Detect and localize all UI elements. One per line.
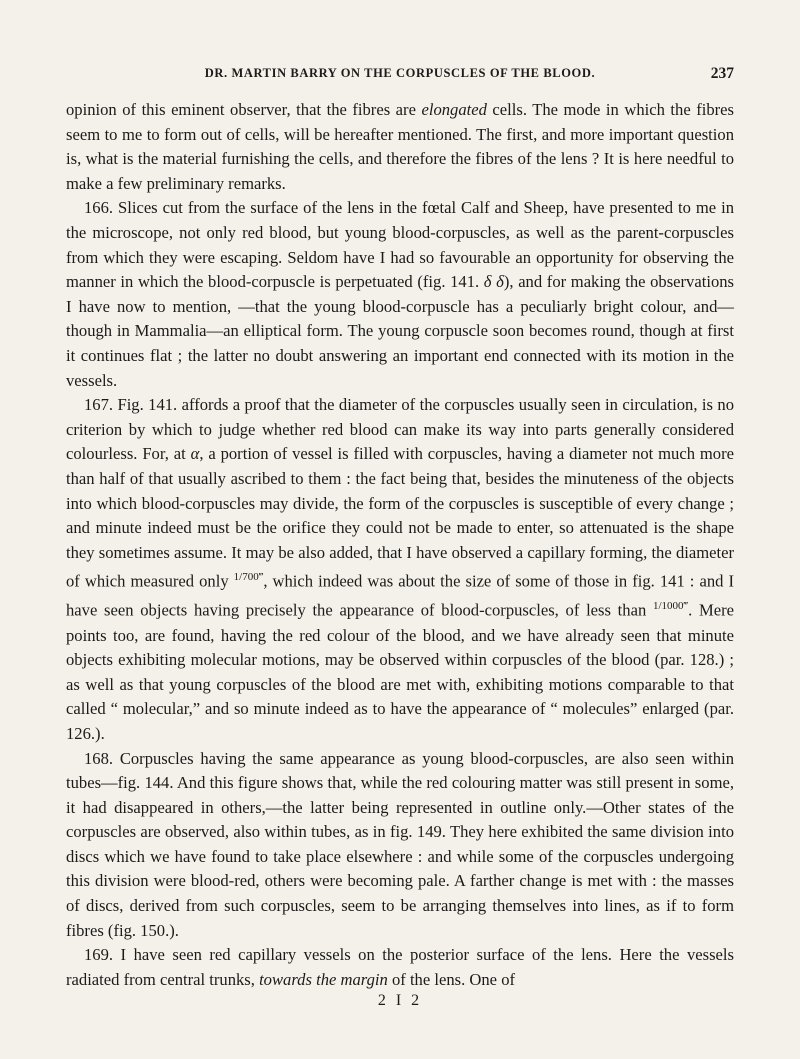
paragraph-166 [66,196,734,393]
italic-text: δ δ [483,272,504,292]
text-run: cells. The mode in which the fibres seem to me to form out of cells, will be hereafter mentioned. The first, and more important question is, what is the material furnishing the cells, and therefore the fibres of the lens ? It is here needful to make a few preliminary remarks. [66,100,734,193]
paragraph-continued [66,98,734,196]
italic-text: α [190,444,200,464]
text-run: , a portion of vessel is filled with corpuscles, having a diameter not much more than half of that usually ascribed to them : the fact being that, besides the minuteness of the objects into which blood-corpuscles may divide, the form of the corpuscles is susceptible of every change ; and minute indeed must be the orifice they could not be made to enter, so attenuated is the shape they sometimes assume. It may be also added, that I have observed a capillary forming, the diameter of which measured only [66,444,734,591]
italic-text: towards the margin [259,969,388,989]
text-run: opinion of this eminent observer, that the fibres are [66,100,422,119]
text-run: . Mere points too, are found, having the red colour of the blood, and we have already seen that minute objects exhibiting molecular motions, may be observed within corpuscles of the blood (par. 128.) ; as well as that young corpuscles of the blood are met with, exhibiting motions comparable to that called “ molecular,” and so minute indeed as to have the appearance of “ molecules” enlarged (par. 126.). [66,600,734,743]
paragraph-167 [66,393,734,746]
page-number: 237 [710,65,734,82]
text-run: , which indeed was about the size of some of those in fig. 141 : and I have seen objects having precisely the appearance of blood-corpuscles, of less than [66,571,734,620]
fraction-measure: 1/700‴ [233,571,264,584]
italic-text: elongated [421,100,487,119]
text-run: 166. Slices cut from the surface of the lens in the fœtal Calf and Sheep, have presented to me in the microscope, not only red blood, but young blood-corpuscles, as well as the parent-corpuscles from which they were escaping. Seldom have I had so favourable an opportunity for observing the manner in which the blood-corpuscle is perpetuated (fig. 141. [66,198,734,292]
signature-mark: 2 I 2 [377,992,423,1010]
text-run: 169. I have seen red capillary vessels on the posterior surface of the lens. Here the vessels radiated from central trunks, [66,945,734,989]
text-run: 168. Corpuscles having the same appearance as young blood-corpuscles, are also seen within tubes—fig. 144. And this figure shows that, while the red colouring matter was still present in some, it had disappeared in others,—the latter being represented in outline only.—Other states of the corpuscles are observed, also within tubes, as in fig. 149. They here exhibited the same division into discs which we have found to take place elsewhere : and while some of the corpuscles undergoing this division were blood-red, others were becoming pale. A farther change is met with : the masses of discs, derived from such corpuscles, seem to be arranging themselves into lines, as if to form fibres (fig. 150.). [66,748,734,940]
body-text [66,98,734,992]
fraction-measure: 1/1000‴ [652,600,689,613]
paragraph-168 [66,747,734,944]
text-run: 167. Fig. 141. affords a proof that the diameter of the corpuscles usually seen in circulation, is no criterion by which to judge whether red blood can make its way into parts generally considered colourless. For, at [66,395,734,464]
paragraph-169 [66,943,734,992]
running-head-title: DR. MARTIN BARRY ON THE CORPUSCLES OF THE BLOOD. [204,66,596,80]
running-head [66,66,734,90]
text-run: of the lens. One of [387,969,516,989]
text-run: ), and for making the observations I have now to mention, —that the young blood-corpuscle has a peculiarly bright colour, and—though in Mammalia—an elliptical form. The young corpuscle soon becomes round, though at first it continues flat ; the latter no doubt answering an important end connected with its motion in the vessels. [66,272,734,390]
